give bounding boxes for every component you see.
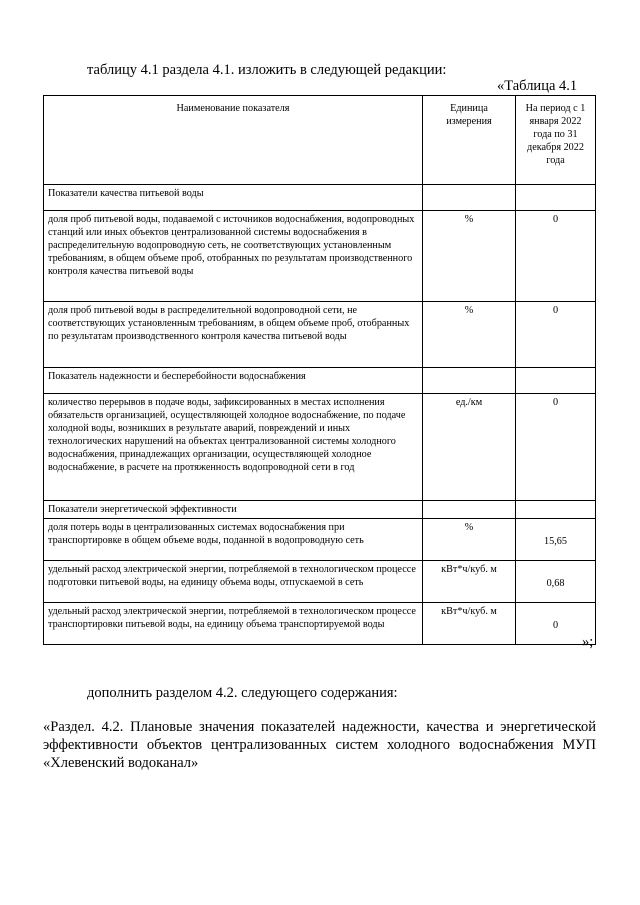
row-unit: % bbox=[423, 302, 516, 368]
table-row bbox=[44, 368, 596, 394]
row-value: 0 bbox=[516, 603, 596, 645]
row-name: Показатель надежности и бесперебойности водоснабжения bbox=[44, 368, 423, 394]
row-unit: ед./км bbox=[423, 394, 516, 501]
row-value: 0 bbox=[516, 394, 596, 501]
row-unit: % bbox=[423, 211, 516, 302]
row-unit: % bbox=[423, 519, 516, 561]
row-name: удельный расход электрической энергии, потребляемой в технологическом процессе подготовки питьевой воды, на единицу объема воды, отпускаемой в сеть bbox=[44, 561, 423, 603]
row-unit bbox=[423, 501, 516, 519]
table-header-row bbox=[44, 96, 596, 185]
table-row bbox=[44, 501, 596, 519]
row-value bbox=[516, 501, 596, 519]
indicators-table bbox=[43, 95, 596, 645]
header-period: На период с 1 января 2022 года по 31 декабря 2022 года bbox=[516, 96, 596, 185]
table-row bbox=[44, 394, 596, 501]
row-value: 0 bbox=[516, 211, 596, 302]
table-closing: »; bbox=[582, 634, 594, 650]
row-value bbox=[516, 368, 596, 394]
section-paragraph: «Раздел. 4.2. Плановые значения показателей надежности, качества и энергетической эффективности объектов централизованных систем холодного водоснабжения МУП «Хлевенский водоканал» bbox=[43, 719, 596, 771]
row-name: удельный расход электрической энергии, потребляемой в технологическом процессе транспортировки питьевой воды, на единицу объема транспортируемой воды bbox=[44, 603, 423, 645]
row-unit: кВт*ч/куб. м bbox=[423, 603, 516, 645]
header-name: Наименование показателя bbox=[44, 96, 423, 185]
row-name: доля потерь воды в централизованных системах водоснабжения при транспортировке в общем объеме воды, поданной в водопроводную сеть bbox=[44, 519, 423, 561]
table-row bbox=[44, 185, 596, 211]
table-row bbox=[44, 519, 596, 561]
row-unit: кВт*ч/куб. м bbox=[423, 561, 516, 603]
intro-text: таблицу 4.1 раздела 4.1. изложить в следующей редакции: bbox=[87, 62, 447, 78]
row-value: 15,65 bbox=[516, 519, 596, 561]
row-unit bbox=[423, 368, 516, 394]
row-unit bbox=[423, 185, 516, 211]
table-row bbox=[44, 561, 596, 603]
table-caption: «Таблица 4.1 bbox=[497, 78, 578, 94]
row-name: Показатели качества питьевой воды bbox=[44, 185, 423, 211]
row-name: доля проб питьевой воды в распределительной водопроводной сети, не соответствующих установленным требованиям, в общем объеме проб, отобранных по результатам производственного контроля качества питьевой воды bbox=[44, 302, 423, 368]
row-value: 0 bbox=[516, 302, 596, 368]
row-value: 0,68 bbox=[516, 561, 596, 603]
row-value bbox=[516, 185, 596, 211]
table-row bbox=[44, 302, 596, 368]
table-row bbox=[44, 211, 596, 302]
append-text: дополнить разделом 4.2. следующего содержания: bbox=[87, 685, 398, 701]
row-name: количество перерывов в подаче воды, зафиксированных в местах исполнения обязательств организацией, осуществляющей холодное водоснабжение, по подаче холодной воды, возникших в результате аварий, повреждений и иных технологических нарушений на объектах централизованной системы холодного водоснабжения, принадлежащих организации, осуществляющей холодное водоснабжение, в расчете на протяженность водопроводной сети в год bbox=[44, 394, 423, 501]
table-row bbox=[44, 603, 596, 645]
row-name: Показатели энергетической эффективности bbox=[44, 501, 423, 519]
row-name: доля проб питьевой воды, подаваемой с источников водоснабжения, водопроводных станций или иных объектов централизованной системы водоснабжения в распределительную водопроводную сеть, не соответствующих установленным требованиям, в общем объеме проб, отобранных по результатам производственного контроля качества питьевой воды bbox=[44, 211, 423, 302]
header-unit: Единица измерения bbox=[423, 96, 516, 185]
